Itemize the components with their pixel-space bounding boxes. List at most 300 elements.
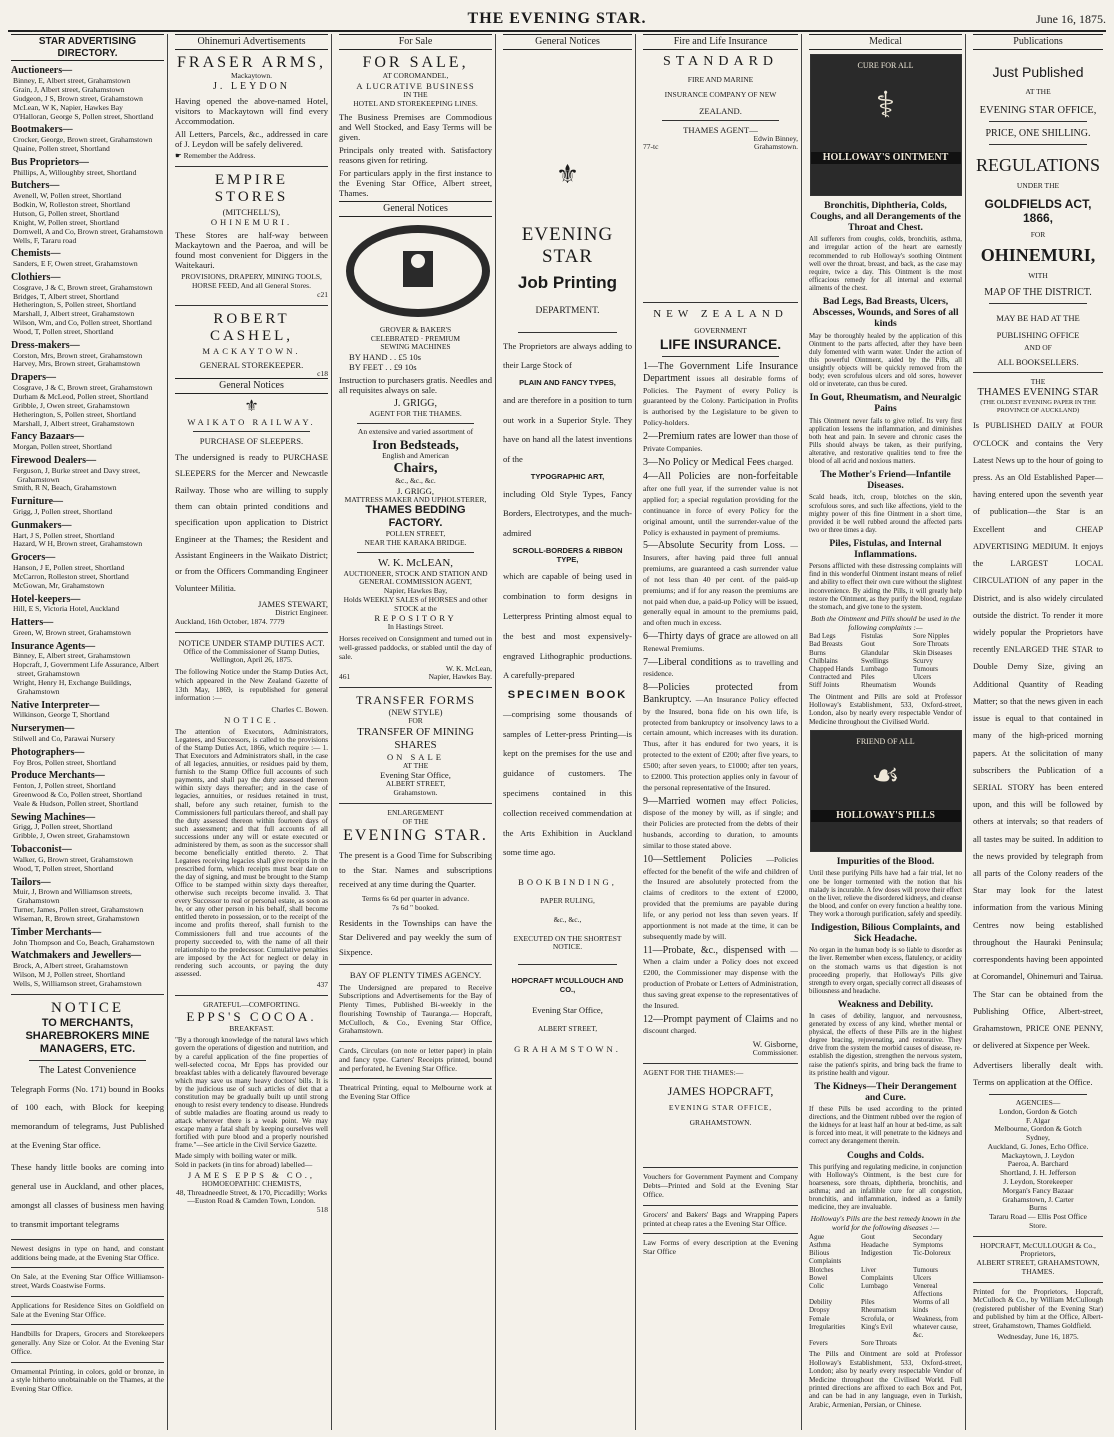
divider	[175, 305, 328, 306]
ad-code: c18	[317, 368, 328, 378]
complaint-name: Symptoms	[913, 1240, 943, 1249]
complaint-name: Blotches	[809, 1265, 834, 1274]
policy-point	[643, 796, 798, 851]
transfer-street: ALBERT STREET,	[385, 779, 446, 789]
stamp-title: NOTICE UNDER STAMP DUTIES ACT.	[178, 637, 325, 648]
complaint-name: Scurvy	[913, 656, 933, 665]
divider	[518, 332, 616, 333]
complaint-name: Liver	[861, 1265, 877, 1274]
directory-entry: Wells, F, Tararu road	[13, 235, 77, 245]
directory-category: Chemists—	[11, 248, 61, 260]
divider	[662, 356, 780, 357]
divider	[662, 120, 780, 121]
directory-entry: Hetherington, S, Pollen street, Shortland	[13, 300, 136, 310]
complaint-name: Bowel	[809, 1273, 828, 1282]
grover-top-text: GROVER & BAKER'S	[379, 324, 452, 334]
agency-line: Shortland, J. H. Jefferson	[999, 1168, 1077, 1178]
sale-lead: A LUCRATIVE BUSINESS	[356, 81, 475, 92]
jobs-typo: TYPOGRAPHIC ART,	[530, 471, 605, 481]
agency-line: Grahamstown, J. Carter	[1002, 1194, 1074, 1204]
pointing-hand-icon: ☛	[175, 151, 184, 161]
directory-entry: Wood, T, Pollen street, Shortland	[13, 327, 114, 336]
divider	[339, 687, 492, 688]
small-ad: Ornamental Printing, in colors, gold or bronze, in a style hitherto unobtainable on the Thames, at the Evening Star Office.	[11, 1366, 164, 1394]
bed-trade: MATTRESS MAKER AND UPHOLSTERER,	[344, 494, 487, 504]
notice-body-2: These handy little books are coming into general use in Auckland, and other places, amongst all classes of business men having to transmit important telegrams	[11, 1162, 164, 1229]
directory-entry: Wiseman, R, Brown street, Grahamstown	[13, 913, 140, 923]
epps-sold: Sold in packets (in tins for abroad) labelled—	[175, 1160, 313, 1170]
divider	[11, 1324, 164, 1325]
complaint-name: Secondary	[913, 1232, 943, 1241]
directory-entry: Bodkin, W, Rolleston street, Shortland	[13, 200, 131, 209]
divider	[339, 803, 492, 804]
directory-entry: Walker, G, Brown street, Grahamstown	[13, 854, 133, 864]
directory-entry: Morgan, Pollen street, Shortland	[13, 442, 112, 452]
reg-with: WITH	[1028, 271, 1048, 281]
agent-name: JAMES HOPCRAFT,	[667, 1083, 774, 1098]
divider	[989, 121, 1088, 122]
jobs-body-4: which are capable of being used in combination to form designs in Letterpress Printing almost equal to the best and most expensively-engraved Lithographic productions. A carefully-prepared	[503, 571, 632, 681]
transfer-new: (NEW STYLE)	[388, 707, 443, 718]
nz-title: NEW ZEALAND	[653, 308, 788, 321]
bed-name: J. GRIGG,	[396, 485, 434, 496]
policy-heading: 2—Premium rates are lower	[643, 431, 757, 443]
divider	[973, 1282, 1103, 1283]
epps-firm-2: HOMOEOPATHIC CHEMISTS,	[201, 1178, 302, 1188]
divider	[339, 964, 492, 965]
divider	[643, 302, 798, 303]
transfer-shares: SHARES	[394, 738, 437, 751]
complaint-name: Indigestion	[861, 1249, 893, 1258]
directory-category: Furniture—	[11, 496, 64, 508]
directory-entry: Hutson, G, Pollen street, Shortland	[13, 208, 120, 218]
divider	[339, 1041, 492, 1042]
bed-chairs: Chairs,	[393, 460, 438, 476]
pills-figure-icon: ☙	[871, 756, 900, 793]
mclean-sales: Holds WEEKLY SALES of HORSES and other STOCK at the	[343, 594, 488, 613]
jp-office: EVENING STAR OFFICE,	[979, 104, 1097, 116]
jobs-street: ALBERT STREET,	[537, 1023, 598, 1033]
complaint-name: kinds	[913, 1306, 929, 1315]
complaint-name: Gout	[861, 640, 875, 649]
newspaper-title: THE EVENING STAR.	[467, 10, 647, 27]
agency-line: Melbourne, Gordon & Gotch	[994, 1124, 1082, 1134]
grover-right: PREMIUM	[425, 333, 461, 343]
agency-line: London, Gordon & Gotch	[999, 1106, 1077, 1116]
complaint-name: Lumbago	[861, 665, 888, 674]
enlarge-residents: Residents in the Townships can have the Star Delivered and pay weekly the sum of Sixpence.	[339, 917, 492, 957]
ointment-sold: The Ointment and Pills are sold at Professor Holloway's Establishment, 533, Oxford-street, London, also by nearly every respectable Vendor of Medicine throughout the Civilised World.	[809, 692, 962, 726]
sewing-machine-emblem	[343, 221, 488, 323]
ointment-top: CURE FOR ALL	[857, 60, 914, 70]
section-header: General Notices	[503, 34, 632, 50]
agency-line: Mackaytown, J. Leydon	[1001, 1150, 1075, 1160]
complaint-name: Venereal Affections	[913, 1281, 943, 1299]
directory-category: Tailors—	[11, 876, 51, 888]
divider	[643, 1063, 798, 1064]
bop-body: The Undersigned are prepared to Receive Subscriptions and Advertisements for the Bay of Plenty Times, Published Bi-weekly in the flourishing Township of Tauranga.— Hopcraft, McCulloch, & Co., Evening Star Office, Grahamstown.	[339, 982, 492, 1036]
medical-text: Scald heads, itch, croup, blotches on the skin, scrofulous sores, and such like affections, yield to the mighty power of this fine Ointment in a short time, provided it be well rubbed around the affected parts two or three times a day.	[809, 494, 962, 534]
directory-category: Firewood Dealers—	[11, 454, 97, 466]
policy-point	[643, 657, 798, 680]
sale-body-3: For particulars apply in the first instance to the Evening Star Office, Albert street, Thames.	[339, 167, 492, 199]
mclean-body: Horses received on Consignment and turned out in well-grassed paddocks, or stabled until the day of sale.	[339, 634, 492, 661]
mclean-sign-2: Napier, Hawkes Bay.	[428, 672, 492, 682]
fraser-note	[175, 152, 328, 161]
directory-entry: Hart, J S, Pollen street, Shortland	[13, 530, 115, 540]
ointment-engraving	[810, 54, 962, 196]
complaint-name: Chilblains	[809, 656, 838, 665]
divider	[11, 1296, 164, 1297]
directory-entry: Grigg, J, Pollen street, Shortland	[13, 822, 113, 832]
agency-line: Paeroa, A. Barchard	[1007, 1159, 1069, 1169]
jobs-book: BOOKBINDING,	[518, 877, 617, 888]
sale-place: AT COROMANDEL,	[382, 71, 449, 81]
policy-text: as to travelling and residence.	[643, 657, 798, 679]
tes-the: THE	[1030, 377, 1046, 387]
directory-entry: Veale & Hudson, Pollen street, Shortland	[13, 798, 139, 808]
sale-in: IN THE	[403, 90, 428, 100]
divider	[973, 372, 1103, 373]
bed-title: Iron Bedsteads,	[372, 436, 459, 452]
complaint-name: Rheumatism	[861, 1306, 897, 1315]
notice-title: NOTICE	[51, 999, 124, 1016]
directory-entry: McCarron, Rolleston street, Shortland	[13, 571, 129, 581]
printing-press-icon: ⚜	[555, 159, 580, 189]
directory-entry: Wells, S, Williamson street, Grahamstown	[13, 978, 142, 988]
mclean-sign-line	[339, 673, 492, 682]
bed-etc: &c., &c., &c.	[395, 475, 436, 485]
epps-body: "By a thorough knowledge of the natural laws which govern the operations of digestion and nutrition, and by a careful application of the fine properties of well-selected cocoa, Mr Epps has provided our breakfast tables with a delicately flavoured beverage which may save us many heavy doctors' bills. It is by the judicious use of such articles of diet that a constitution may be gradually built up until strong enough to resist every tendency to disease. Hundreds of subtle maladies are floating around us ready to attack wherever there is a weak point. We may escape many a fatal shaft by keeping ourselves well fortified with pure blood and a properly nourished frame."—See article in the Civil Service Gazette.	[175, 1036, 328, 1150]
small-ad: Handbills for Drapers, Grocers and Storekeepers generally. Any Size or Color. At the Evening Star Office.	[11, 1329, 164, 1356]
complaint-name: Female Irregularities	[809, 1314, 846, 1331]
complaint-name: Tumours	[913, 665, 939, 674]
section-header: STAR ADVERTISING DIRECTORY.	[11, 34, 164, 61]
complaint-name: Chapped Hands	[809, 665, 854, 674]
medical-text: In cases of debility, languor, and nervousness, generated by excess of any kind, whether mental or physical, the effects of these Pills are in the highest degree bracing, rejuvenating, and restorative. They drive from the system the morbid causes of disease, re-establish the digestion, strengthen the nervous system, raise the patient's spirits, and bring back the frame to its pristine health and vigour.	[809, 1013, 962, 1077]
standard-town: Grahamstown.	[754, 142, 798, 152]
policy-points	[643, 361, 798, 1036]
directory-entry: Ferguson, J, Burke street and Davy street, Grahamstown	[13, 465, 141, 484]
medical-heading: The Mother's Friend—Infantile Diseases.	[820, 469, 951, 492]
directory-entry: Quaine, Pollen street, Shortland	[13, 144, 110, 153]
jobs-town: GRAHAMSTOWN.	[514, 1043, 621, 1054]
directory-entry: Muir, J, Brown and Williamson streets, Grahamstown	[13, 887, 133, 906]
standard-agent: THAMES AGENT—	[683, 124, 758, 135]
medical-heading: Piles, Fistulas, and Internal Inflammations.	[829, 537, 942, 561]
pills-banner: HOLLOWAY'S PILLS	[811, 810, 961, 822]
crest-icon: ⚜	[244, 398, 259, 416]
directory-entry: Phillips, A, Willoughby street, Shortland	[13, 167, 137, 177]
complaint-name: Swellings	[861, 656, 889, 665]
reg-act: GOLDFIELDS ACT, 1866,	[984, 196, 1092, 225]
divider	[175, 166, 328, 167]
enlarge-terms: Terms 6s 6d per quarter in advance.	[361, 894, 470, 904]
ad-code: 461	[339, 672, 351, 682]
pills-top: FRIEND OF ALL	[856, 737, 915, 747]
fraser-body: Having opened the above-named Hotel, visitors to Mackaytown will find every Accommodation.	[175, 95, 328, 126]
complaint-name: Ague	[809, 1232, 825, 1241]
pills-sold: The Pills and Ointment are sold at Professor Holloway's Establishment, 533, Oxford-street, London; also by nearly every respectable Vendor of Medicine throughout the Civilised World. Full printed directions are affixed to each Box and Pot, and can be had in any language, even in Turkish, Arabic, Armenian, Persian, or Chinese.	[809, 1350, 962, 1409]
epps-pre: GRATEFUL—COMFORTING.	[203, 999, 300, 1009]
medical-heading: Indigestion, Bilious Complaints, and Sick Headache.	[810, 921, 961, 945]
directory-category: Native Interpreter—	[11, 699, 100, 711]
complaint-name: Fistulas	[861, 632, 883, 641]
column-ohinemuri	[172, 34, 332, 1430]
section-header: General Notices	[339, 201, 492, 217]
stamp-notice: NOTICE.	[224, 714, 279, 725]
complaint-name: Worms of all	[913, 1298, 950, 1307]
directory-category: Bootmakers—	[11, 124, 73, 136]
nz-life: LIFE INSURANCE.	[659, 335, 782, 352]
agency-line: F. Algar	[1026, 1115, 1050, 1125]
section-header: Fire and Life Insurance	[643, 34, 798, 50]
railway-sub: PURCHASE OF SLEEPERS.	[199, 435, 304, 446]
jobs-body-3: including Old Style Types, Fancy Borders, Electrotypes, and the much-admired	[503, 488, 632, 539]
medical-text: Until these purifying Pills have had a fair trial, let no one be longer tormented with the notion that his malady is incurable. A few doses will prove their effect on the liver, relieve the disordered kidneys, and cleanse the blood, and confer on every function a healthy tone. They work a thorough purification, safely and speedily.	[809, 870, 962, 918]
directory-entry: John Thompson and Co, Beach, Grahamstown	[13, 937, 155, 947]
transfer-title: TRANSFER FORMS	[355, 693, 476, 708]
medical-heading: The Kidneys—Their Derangement and Cure.	[814, 1080, 957, 1103]
policy-point	[643, 945, 798, 1011]
complaint-name: Ulcers	[913, 1273, 932, 1282]
pills-engraving	[810, 730, 962, 852]
tes-title: THAMES EVENING STAR	[977, 386, 1099, 398]
divider	[518, 964, 616, 965]
railway-body: The undersigned is ready to PURCHASE SLEEPERS for the Mercer and Newcastle Railway. Those who are willing to supply them can obtain printed conditions and specification upon application to District Engineer at the Thames; the Resident and Assistant Engineers in the Waikato District; or from the Officers Commanding Engineer Volunteer Militia.	[175, 451, 328, 593]
directory-entry: Greenwood & Co, Pollen street, Shortland	[13, 790, 142, 799]
policy-text: charged.	[767, 457, 794, 467]
jobs-exec: EXECUTED ON THE SHORTEST NOTICE.	[513, 933, 622, 952]
directory-category: Auctioneers—	[11, 65, 73, 77]
transfer-office: Evening Star Office,	[380, 770, 451, 781]
empire-place: OHINEMURI.	[210, 217, 293, 227]
jp-title: Just Published	[992, 63, 1084, 80]
jobs-plain: PLAIN AND FANCY TYPES,	[519, 378, 616, 388]
divider	[643, 1167, 798, 1168]
jobs-body-2: and are therefore in a position to turn out work in a Superior Style. They have on hand all the latest inventions of the	[503, 394, 632, 465]
divider	[175, 995, 328, 996]
bed-factory: THAMES BEDDING FACTORY.	[365, 504, 466, 530]
enlarge-of: OF THE	[402, 816, 429, 826]
policy-text: are allowed on all Renewal Premiums.	[643, 632, 798, 653]
medical-heading: Impurities of the Blood.	[836, 856, 935, 868]
directory-category: Fancy Bazaars—	[11, 431, 85, 443]
policy-heading: 5—Absolute Security from Loss.	[643, 540, 786, 552]
tes-oldest: (THE OLDEST EVENING PAPER IN THE PROVINCE OF AUCKLAND)	[980, 399, 1096, 414]
policy-text: may effect Policies, dispose of the money by will, as if single; and their Policies are protected from the debts of their husbands, according to duration, to amounts similar to those stated above.	[643, 796, 798, 851]
policy-text: —Insurers, after having paid three full annual premiums, are guaranteed a cash surrender value of not less than 40 per cent. of the paid-up premiums; and if for any reason the premiums are not paid when due, a paid-up Policy will be issued, generally equal in amount to the premiums paid, and often much in excess.	[643, 541, 799, 628]
directory-category: Grocers—	[11, 552, 56, 564]
agencies-title: AGENCIES—	[1015, 1098, 1061, 1108]
policy-point	[643, 431, 798, 454]
empire-body: These Stores are half-way between Mackaytown and the Paeroa, and will be found most convenient for Diggers in the Waitekauri.	[175, 230, 328, 271]
policy-heading: 9—Married women	[643, 795, 726, 807]
divider	[989, 1094, 1088, 1095]
directory-entry: Sanders, E F, Owen street, Grahamstown	[13, 259, 138, 269]
directory-category: Nurserymen—	[11, 723, 75, 735]
directory-entry: McLean, W K, Napier, Hawkes Bay	[13, 102, 123, 112]
jobs-sub: Job Printing	[517, 272, 618, 292]
complaint-name: Debility	[809, 1298, 832, 1307]
section-header: Medical	[809, 34, 962, 50]
bed-street: POLLEN STREET,	[385, 529, 446, 539]
policy-point	[643, 631, 798, 654]
grover-bottom: SEWING MACHINES	[380, 342, 451, 352]
complaint-name: Glandular	[861, 648, 889, 657]
ointment-items	[809, 200, 962, 612]
complaint-name: Bad Legs	[809, 632, 836, 641]
column-publications	[970, 34, 1106, 1430]
directory-list	[11, 65, 164, 988]
policy-point	[643, 1014, 798, 1037]
railway-sign-2: District Engineer.	[275, 607, 328, 617]
directory-entry: Hopcraft, J, Government Life Assurance, Albert street, Grahamstown	[13, 660, 159, 679]
policy-text: —When a claim under a Policy does not exceed £200, the Commissioner may dispense with the production of Probate or Letters of Administration, thus saving great expense to the representatives of the Insured.	[643, 945, 799, 1010]
ad-code: 518	[316, 1205, 328, 1215]
ad-code: 7779	[269, 616, 285, 626]
prop-firm: HOPCRAFT, McCULLOUGH & Co.,	[980, 1240, 1096, 1250]
complaint-name: Skin Diseases	[913, 648, 953, 657]
divider	[357, 423, 473, 424]
policy-heading: 6—Thirty days of grace	[643, 631, 741, 643]
bed-sub: English and American	[382, 450, 449, 460]
transfer-for: FOR	[408, 716, 423, 726]
directory-entry: Knight, W, Pollen street, Shortland	[13, 217, 120, 227]
policy-text: after one full year, if the surrender value is not applied for; a special regulation providing for the continuance in force of every Policy for the original amount, until the surrender-value of the Policy is exhausted in payment of premiums.	[643, 484, 798, 537]
jobs-scroll: SCROLL-BORDERS & RIBBON TYPE,	[512, 545, 623, 564]
directory-entry: Cosgrave, J & C, Brown street, Grahamstown	[13, 383, 153, 392]
ad-code: 77-tc	[643, 142, 659, 152]
complaint-name: Gout	[861, 1232, 875, 1241]
standard-nz: ZEALAND.	[699, 105, 742, 116]
policy-point	[643, 361, 798, 428]
policy-heading: 11—Probate, &c., dispensed with	[643, 944, 786, 956]
epps-title: EPPS'S COCOA.	[186, 1009, 317, 1025]
complaint-name: Scrofula, or King's Evil	[861, 1314, 895, 1331]
divider	[29, 1060, 145, 1061]
complaints-grid	[809, 632, 962, 689]
stamp-body: The following Notice under the Stamp Duties Act, which appeared in the New Zealand Gazette of 13th May, 1869, is republished for general information :—	[175, 667, 328, 703]
mclean-place: Napier, Hawkes Bay,	[383, 586, 448, 596]
stamp-office: Office of the Commissioner of Stamp Duties, Wellington, April 26, 1875.	[183, 646, 320, 665]
complaint-name: Tumours	[913, 1265, 939, 1274]
pills-note: Holloway's Pills are the best remedy known in the world for the following diseases :—	[810, 1214, 961, 1232]
section-header: General Notices	[175, 378, 328, 394]
nz-gov: GOVERNMENT	[694, 326, 747, 336]
complaint-name: Piles	[861, 673, 875, 682]
mclean-repository: REPOSITORY	[374, 613, 457, 624]
mclean-name: W. K. McLEAN,	[377, 556, 454, 569]
section-header: Publications	[973, 34, 1103, 50]
notice-lead: The Latest Convenience	[38, 1064, 137, 1076]
policy-point	[643, 682, 798, 792]
complaint-name: Weakness, from whatever cause, &c.	[913, 1314, 958, 1339]
tes-adv: Advertisers liberally dealt with. Terms on application at the Office.	[973, 1060, 1103, 1087]
complaint-name: Contracted and	[809, 673, 852, 682]
policy-heading: 4—All Policies are non-forfeitable	[643, 471, 798, 483]
directory-entry: Binney, E, Albert street, Grahamstown	[13, 651, 131, 661]
standard-footer	[643, 143, 798, 152]
directory-entry: Brock, A, Albert street, Grahamstown	[13, 961, 128, 971]
divider	[175, 632, 328, 633]
both-note: Both the Ointment and Pills should be used in the following complaints :—	[811, 613, 960, 632]
jobs-dept: DEPARTMENT.	[535, 306, 600, 317]
complaint-name: Fevers	[809, 1339, 828, 1348]
divider	[989, 303, 1088, 304]
complaint-name: Sore Nipples	[913, 632, 950, 641]
directory-entry: Turner, James, Pollen street, Grahamstown	[13, 905, 144, 915]
directory-category: Bus Proprietors—	[11, 156, 89, 168]
nz-sign: W. Gisborne,	[752, 1039, 798, 1050]
theatre-ad: Theatrical Printing, equal to Melbourne work at the Evening Star Office	[339, 1083, 492, 1102]
empire-goods: PROVISIONS, DRAPERY, MINING TOOLS, HORSE FEED, And all General Stores.	[181, 272, 322, 290]
jobs-body-1: The Proprietors are always adding to their Large Stock of	[503, 340, 632, 371]
mclean-street: In Hastings Street.	[387, 622, 444, 632]
divider	[11, 1362, 164, 1363]
jobs-ruling: PAPER RULING,	[540, 896, 595, 906]
ointment-banner: HOLLOWAY'S OINTMENT	[811, 152, 961, 164]
directory-entry: Bridges, T, Albert street, Shortland	[13, 291, 119, 301]
medical-heading: Bad Legs, Bad Breasts, Ulcers, Abscesses, Wounds, and Sores of all kinds	[812, 295, 959, 330]
directory-category: Insurance Agents—	[11, 640, 96, 652]
column-insurance	[640, 34, 802, 1430]
pills-complaints-grid	[809, 1233, 962, 1348]
directory-entry: Durham & McLeod, Pollen street, Shortland	[13, 391, 149, 401]
bed-intro: An extensive and varied assortment of	[357, 426, 474, 436]
masthead	[8, 8, 1106, 32]
directory-entry: Gudgeon, J S, Brown street, Grahamstown	[13, 93, 143, 103]
directory-entry: Dornwell, A and Co, Brown street, Grahamstown	[13, 226, 163, 236]
directory-category: Tobacconist—	[11, 844, 72, 856]
directory-entry: Smith, R N, Beach, Grahamstown	[13, 483, 117, 493]
mclean-trade-2: GENERAL COMMISSION AGENT,	[359, 577, 472, 587]
empire-title: EMPIRE STORES	[214, 171, 289, 206]
jobs-spec: SPECIMEN BOOK	[507, 689, 628, 702]
directory-category: Drapers—	[11, 372, 56, 384]
mclean-trade: AUCTIONEER, STOCK AND STATION AND	[343, 568, 488, 578]
grover-body: Instruction to purchasers gratis. Needles and all requisites always on sale.	[339, 375, 492, 396]
cashel-title: ROBERT CASHEL,	[209, 310, 294, 345]
directory-category: Dress-makers—	[11, 339, 80, 351]
medical-text: This Ointment never fails to give relief. Its very first application lessens the inflammation, and diminishes both heat and pain. In severe and chronic cases the Pills should always be taken, as their purifying, alterative, and restorative qualities tend to free the blood of all acrid and noxious matters.	[809, 417, 962, 465]
policy-point	[643, 471, 798, 537]
grover-agent: AGENT FOR THE THAMES.	[369, 409, 462, 419]
fraser-body-2: All Letters, Parcels, &c., addressed in care of J. Leydon will be safely delivered.	[175, 129, 328, 150]
directory-entry: Wilson, M J, Pollen street, Shortland	[13, 969, 125, 979]
directory-entry: Marshall, J, Albert street, Grahamstown	[13, 418, 135, 428]
sale-title: FOR SALE,	[362, 53, 469, 71]
ad-code: 437	[316, 979, 328, 989]
complaint-name: Asthma	[809, 1240, 831, 1249]
reg-under: UNDER THE	[1016, 180, 1060, 190]
standard-sub: FIRE AND MARINE	[687, 75, 754, 85]
divider	[11, 1239, 164, 1240]
grover-left: CELEBRATED	[370, 333, 419, 343]
reg-for: FOR	[1030, 229, 1046, 239]
fraser-name: J. LEYDON	[213, 81, 290, 93]
agency-line: Sydney,	[1026, 1133, 1050, 1143]
jp-price: PRICE, ONE SHILLING.	[985, 128, 1091, 140]
fraser-place: Mackaytown.	[230, 71, 273, 81]
directory-entry: Grain, J, Albert street, Grahamstown	[13, 84, 125, 94]
notice-body: Telegraph Forms (No. 171) bound in Books of 100 each, with Block for keeping memorandum of telegrams, Just Published at the Evening Star office.	[11, 1083, 164, 1151]
reg-map: MAP OF THE DISTRICT.	[984, 287, 1092, 299]
jobs-title: EVENING STAR	[521, 224, 614, 268]
directory-entry: Wilkinson, George T, Shortland	[13, 710, 110, 720]
agent-office: EVENING STAR OFFICE,	[668, 1102, 773, 1112]
complaint-name: Rheumatism	[861, 681, 897, 690]
